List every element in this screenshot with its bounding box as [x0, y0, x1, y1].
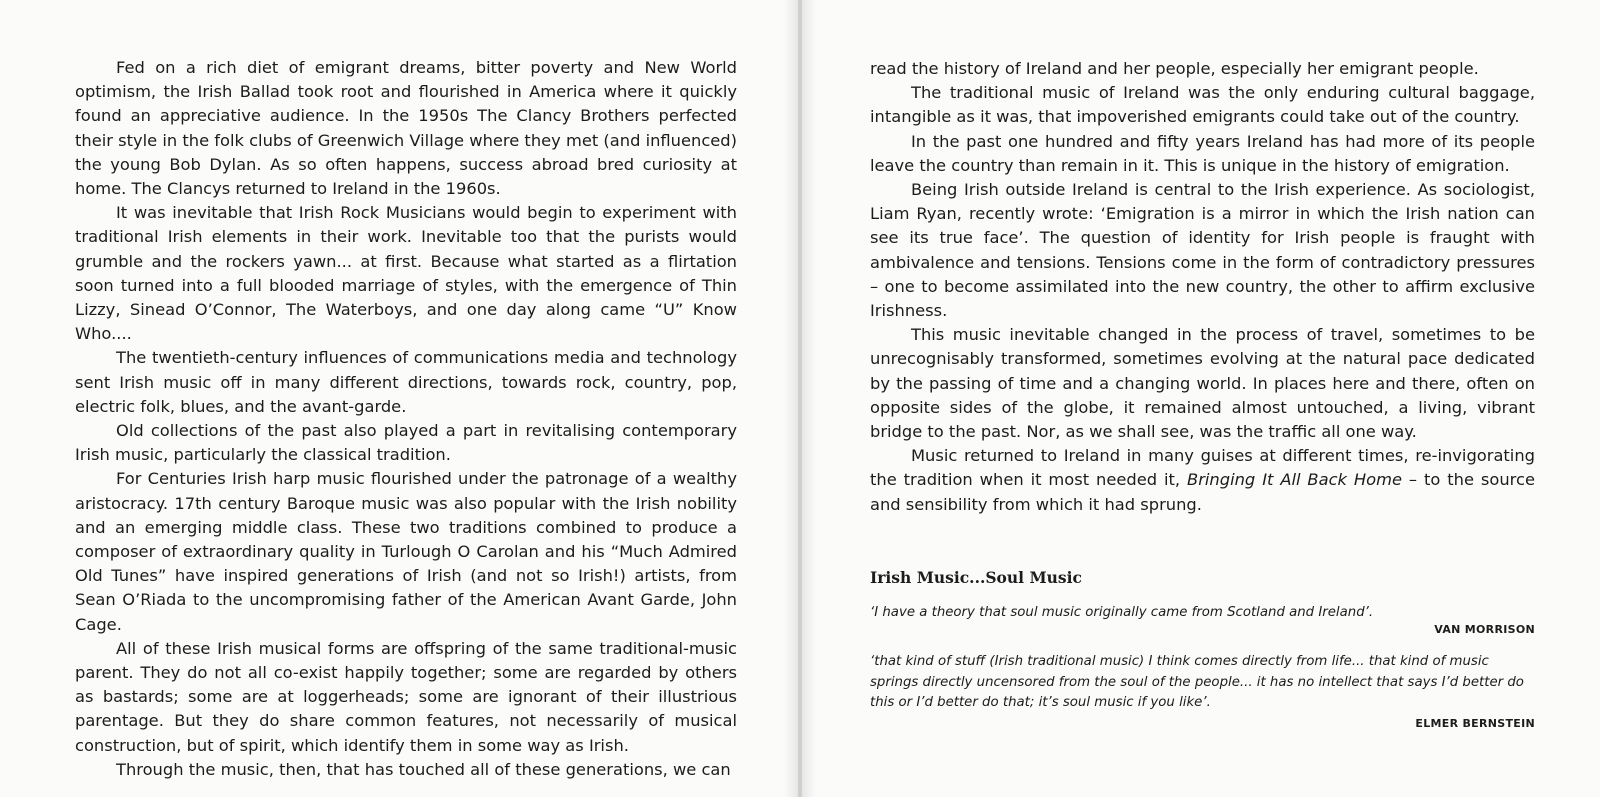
paragraph: This music inevitable changed in the process of travel, sometimes to be unrecognisably transformed, sometimes evolving at the natural pace dedicated by the passing of time and a changing world. In places here and there, often on opposite sides of the globe, it remained almost untouched, a living, vibrant bridge to the past. Nor, as we shall see, was the traffic all one way.: [870, 325, 1535, 442]
paragraph: [870, 444, 1535, 517]
quote-elmer-bernstein: ‘that kind of stuff (Irish traditional music) I think comes directly from life... that kind of music springs directly uncensored from the soul of the people... it has no intellect that says I’d better do this or I’d better do that; it’s soul music if you like’.: [870, 654, 1524, 710]
right-page: [802, 0, 1600, 797]
paragraph: The twentieth-century influences of communications media and technology sent Irish music off in many different directions, towards rock, country, pop, electric folk, blues, and the avant-garde.: [75, 348, 737, 416]
quote-van-morrison: ‘I have a theory that soul music originally came from Scotland and Ireland’.: [870, 605, 1374, 620]
continuation-paragraph: read the history of Ireland and her people, especially her emigrant people.: [870, 59, 1479, 78]
paragraph: All of these Irish musical forms are offspring of the same traditional-music parent. They do not all co-exist happily together; some are regarded by others as bastards; some are at loggerheads; some are ignorant of their illustrious parentage. But they do share common features, not necessarily of musical construction, but of spirit, which identify them in some way as Irish.: [75, 638, 737, 755]
left-page-body: [75, 56, 737, 782]
paragraph: It was inevitable that Irish Rock Musicians would begin to experiment with traditional Irish elements in their work. Inevitable too that the purists would grumble and the rockers yawn... at first. Because what started as a flirtation soon turned into a full blooded marriage of styles, with the emergence of Thin Lizzy, Sinead O’Connor, The Waterboys, and one day along came “U” Know Who....: [75, 203, 737, 344]
paragraph: Through the music, then, that has touched all of these generations, we can: [116, 759, 731, 779]
paragraph: The traditional music of Ireland was the only enduring cultural baggage, intangible as it was, that impoverished emigrants could take out of the country.: [870, 83, 1535, 127]
page-gutter: [784, 0, 816, 797]
paragraph: Fed on a rich diet of emigrant dreams, bitter poverty and New World optimism, the Irish Ballad took root and flourished in America where it quickly found an appreciative audience. In the 1950s The Clancy Brothers perfected their style in the folk clubs of Greenwich Village where they met (and influenced) the young Bob Dylan. As so often happens, success abroad bred curiosity at home. The Clancys returned to Ireland in the 1960s.: [75, 58, 737, 199]
paragraph-text: Music returned to Ireland in many guises at different times, re-invigorating the tradition when it most needed it,: [870, 446, 1535, 490]
paragraph: Old collections of the past also played a part in revitalising contemporary Irish music, particularly the classical tradition.: [75, 421, 737, 465]
album-title: Bringing It All Back Home: [1187, 470, 1402, 490]
paragraph: In the past one hundred and fifty years Ireland has had more of its people leave the country than remain in it. This is unique in the history of emigration.: [870, 131, 1535, 175]
quote-attribution: VAN MORRISON: [1434, 623, 1535, 636]
right-page-body: [870, 57, 1535, 517]
section-heading: Irish Music...Soul Music: [870, 568, 1082, 587]
paragraph-text: – to the source and sensibility from which it had sprung.: [870, 470, 1535, 514]
quote-attribution: ELMER BERNSTEIN: [1415, 717, 1535, 730]
paragraph: Being Irish outside Ireland is central to the Irish experience. As sociologist, Liam Ryan, recently wrote: ‘Emigration is a mirror in which the Irish nation can see its true face’. The question of identity for Irish people is fraught with ambivalence and tensions. Tensions come in the form of contradictory pressures – one to become assimilated into the new country, the other to affirm exclusive Irishness.: [870, 180, 1535, 321]
left-page: [0, 0, 798, 797]
paragraph: For Centuries Irish harp music flourished under the patronage of a wealthy aristocracy. 17th century Baroque music was also popular with the Irish nobility and an emerging middle class. These two traditions combined to produce a composer of extraordinary quality in Turlough O Carolan and his “Much Admired Old Tunes” have inspired generations of Irish (and not so Irish!) artists, from Sean O’Riada to the uncompromising father of the American Avant Garde, John Cage.: [75, 469, 737, 634]
